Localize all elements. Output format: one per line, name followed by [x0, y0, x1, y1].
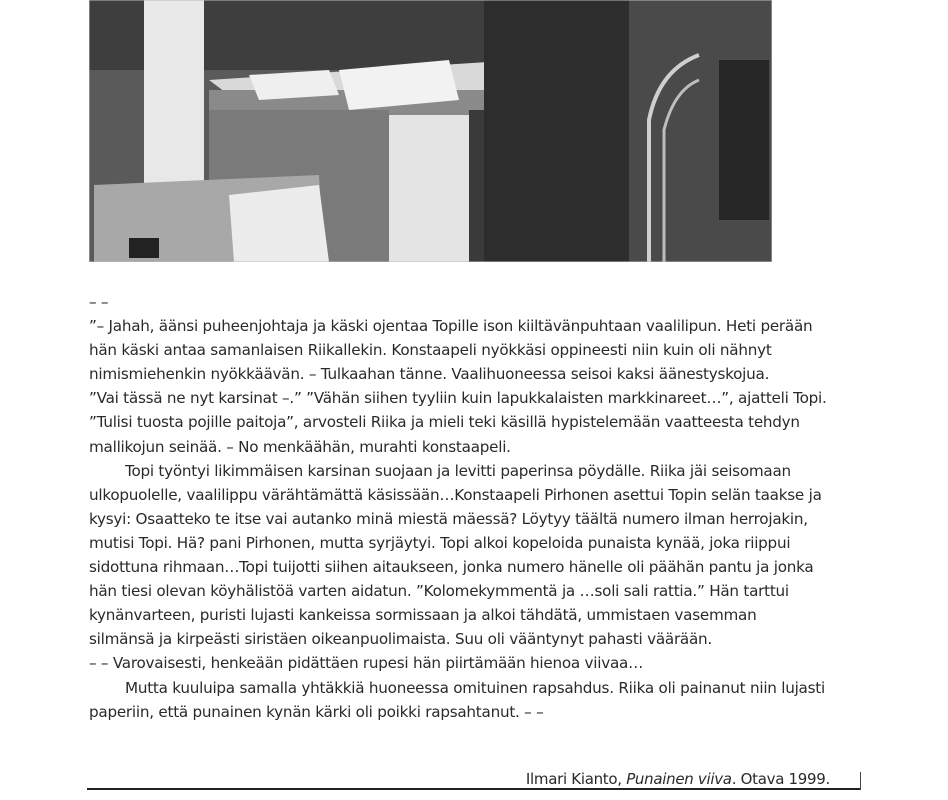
- text-line: kysyi: Osaatteko te itse vai autanko minä miestä mäessä? Löytyy täältä numero ilman herrojakin,: [89, 509, 808, 528]
- source-footer: [87, 770, 861, 790]
- footer-divider-tick: [860, 772, 861, 790]
- text-line: silmänsä ja kirpeästi siristäen oikeanpuolimaista. Suu oli vääntynyt pahasti väärään.: [89, 630, 713, 649]
- text-line: ”– Jahah, äänsi puheenjohtaja ja käski ojentaa Topille ison kiiltävänpuhtaan vaalilipun. Heti perään: [89, 317, 813, 336]
- credit-publisher: . Otava 1999.: [731, 770, 830, 788]
- credit-title: Punainen viiva: [626, 770, 732, 788]
- article-text: [89, 290, 849, 724]
- source-credit: [526, 770, 830, 788]
- text-line: Topi työntyi likimmäisen karsinan suojaan ja levitti paperinsa pöydälle. Riika jäi seisomaan: [125, 461, 791, 480]
- text-line: mallikojun seinää. – No menkäähän, murahti konstaapeli.: [89, 437, 511, 456]
- text-line: paperiin, että punainen kynän kärki oli poikki rapsahtanut. – –: [89, 702, 544, 721]
- text-line: nimismiehenkin nyökkäävän. – Tulkaahan tänne. Vaalihuoneessa seisoi kaksi äänestyskojua.: [89, 365, 770, 384]
- text-line: hän tiesi olevan köyhälistöä varten aidatun. ”Kolomekymmentä ja …soli sali rattia.” Hän tarttui: [89, 582, 789, 601]
- credit-author: Ilmari Kianto,: [525, 770, 627, 788]
- text-line: sidottuna rihmaan…Topi tuijotti siihen aitaukseen, jonka numero hänelle oli päähän pantu ja jonka: [89, 558, 814, 577]
- text-line: Mutta kuuluipa samalla yhtäkkiä huoneessa omituinen rapsahdus. Riika oli painanut niin lujasti: [125, 678, 825, 697]
- text-line: hän käski antaa samanlaisen Riikallekin. Konstaapeli nyökkäsi oppineesti niin kuin oli nähnyt: [89, 341, 772, 360]
- text-line: – – Varovaisesti, henkeään pidättäen rupesi hän piirtämään hienoa viivaa…: [89, 654, 644, 673]
- photo-illustration: [89, 0, 772, 262]
- text-line: kynänvarteen, puristi lujasti kankeissa sormissaan ja alkoi tähdätä, ummistaen vasemman: [89, 606, 757, 625]
- text-line: ulkopuolelle, vaalilippu värähtämättä käsissään…Konstaapeli Pirhonen asettui Topin selän taakse ja: [89, 485, 822, 504]
- text-line: mutisi Topi. Hä? pani Pirhonen, mutta syrjäytyi. Topi alkoi kopeloida punaista kynää, joka riippui: [89, 533, 791, 552]
- black-and-white-photo: [89, 0, 772, 262]
- text-line: ”Vai tässä ne nyt karsinat –.” ”Vähän siihen tyyliin kuin lapukkalaisten markkinareet…”, ajatteli Topi.: [89, 389, 827, 408]
- text-line: ”Tulisi tuosta pojille paitoja”, arvosteli Riika ja mieli teki käsillä hypistelemään vaatteesta tehdyn: [89, 413, 800, 432]
- text-line: – –: [89, 293, 109, 311]
